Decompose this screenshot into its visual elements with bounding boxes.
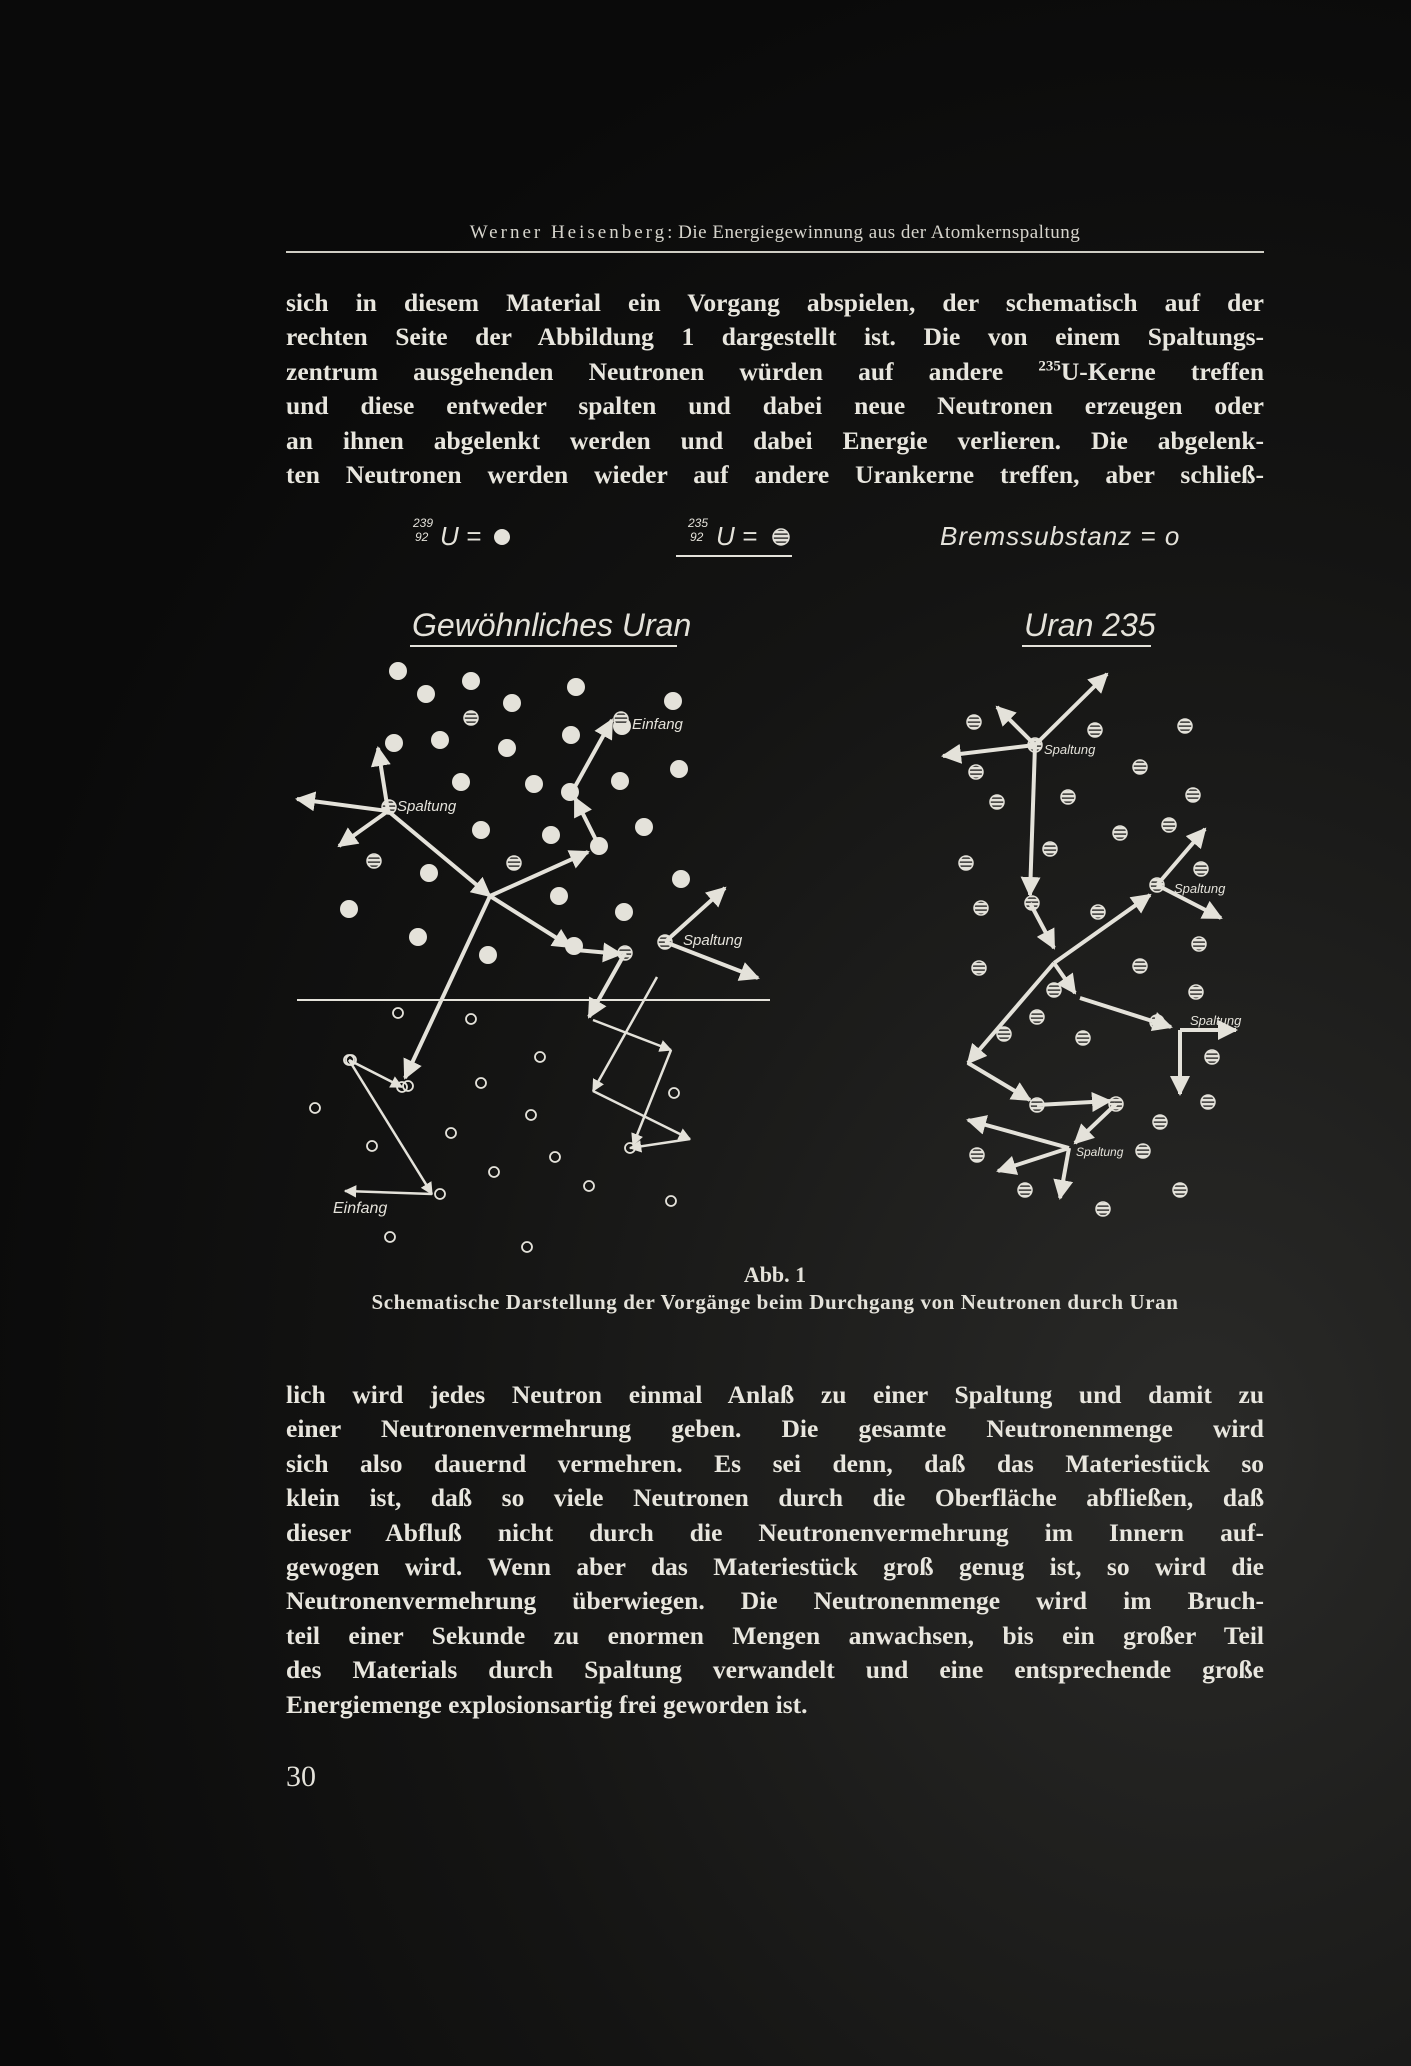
label-spaltung: Spaltung xyxy=(1076,1145,1124,1159)
left-panel xyxy=(297,662,770,1252)
left-panel-title: Gewöhnliches Uran xyxy=(412,607,692,643)
page-number: 30 xyxy=(286,1760,316,1793)
running-head-author: Werner Heisenberg xyxy=(469,222,668,243)
paragraph-1-line: sich in diesem Material ein Vorgang abspielen, der schematisch auf der xyxy=(286,288,1264,317)
label-spaltung: Spaltung xyxy=(1174,881,1226,896)
label-spaltung: Spaltung xyxy=(1044,742,1096,757)
paragraph-1-line-end: U-Kerne treffen xyxy=(1060,356,1265,386)
legend-u238-symbol: U = xyxy=(440,521,482,551)
right-panel-title: Uran 235 xyxy=(1024,607,1156,643)
paragraph-1-line-start: zentrum ausgehenden Neutronen würden auf andere xyxy=(286,356,1039,386)
paragraph-2-line: lich wird jedes Neutron einmal Anlaß zu einer Spaltung und damit zu xyxy=(286,1380,1264,1409)
paragraph-1-line: und diese entweder spalten und dabei neue Neutronen erzeugen oder xyxy=(286,391,1264,421)
paragraph-2-line: Neutronenvermehrung überwiegen. Die Neutronenmenge wird im Bruch- xyxy=(286,1586,1264,1616)
label-spaltung: Spaltung xyxy=(1190,1013,1242,1028)
label-einfang: Einfang xyxy=(632,716,683,733)
isotope-superscript: 235 xyxy=(1038,358,1061,375)
legend-moderator: Bremssubstanz = o xyxy=(940,521,1181,551)
figure-number: Abb. 1 xyxy=(743,1262,807,1287)
paragraph-1-line: ten Neutronen werden wieder auf andere Urankerne treffen, aber schließ- xyxy=(286,460,1264,490)
paragraph-2-line: gewogen wird. Wenn aber das Materiestück groß genug ist, so wird die xyxy=(286,1552,1264,1582)
paragraph-2 xyxy=(286,1378,1264,1722)
paragraph-2-line: sich also dauernd vermehren. Es sei denn, daß das Materiestück so xyxy=(286,1448,1264,1478)
left-neutron-paths xyxy=(297,720,758,1078)
legend-u235-charge: 92 xyxy=(690,530,704,544)
paragraph-2-line: einer Neutronenvermehrung geben. Die gesamte Neutronenmenge wird xyxy=(286,1414,1264,1444)
legend-u238-charge: 92 xyxy=(415,530,429,544)
figure-legend xyxy=(412,516,1180,556)
paragraph-2-line: Energiemenge explosionsartig frei geworden ist. xyxy=(286,1689,808,1719)
legend-u235-symbol: U = xyxy=(716,521,758,551)
running-head-title: : Die Energiegewinnung aus der Atomkernspaltung xyxy=(667,222,1081,243)
label-einfang: Einfang xyxy=(333,1200,388,1217)
paragraph-2-line: des Materials durch Spaltung verwandelt und eine entsprechende große xyxy=(286,1655,1264,1685)
legend-u238-mass: 239 xyxy=(413,516,434,530)
figure-caption: Schematische Darstellung der Vorgänge beim Durchgang von Neutronen durch Uran xyxy=(371,1290,1179,1314)
right-panel xyxy=(943,674,1242,1216)
paragraph-2-line: teil einer Sekunde zu enormen Mengen anwachsen, bis ein großer Teil xyxy=(286,1620,1264,1650)
u235-nuclei-right xyxy=(959,715,1219,1216)
paragraph-2-line: klein ist, daß so viele Neutronen durch die Oberfläche abfließen, daß xyxy=(286,1483,1264,1513)
label-spaltung: Spaltung xyxy=(397,798,457,815)
u235-nuclei-left xyxy=(367,711,672,960)
left-moderator-paths xyxy=(345,977,690,1194)
legend-u238-dot xyxy=(494,529,510,545)
label-spaltung: Spaltung xyxy=(683,932,743,949)
paragraph-2-line: dieser Abfluß nicht durch die Neutronenvermehrung im Innern auf- xyxy=(286,1517,1264,1547)
legend-u235-dot xyxy=(773,529,789,545)
paragraph-1-line: rechten Seite der Abbildung 1 dargestellt ist. Die von einem Spaltungs- xyxy=(286,322,1264,352)
paragraph-1-line: an ihnen abgelenkt werden und dabei Energie verlieren. Die abgelenk- xyxy=(286,425,1264,455)
legend-u235-mass: 235 xyxy=(688,516,709,530)
